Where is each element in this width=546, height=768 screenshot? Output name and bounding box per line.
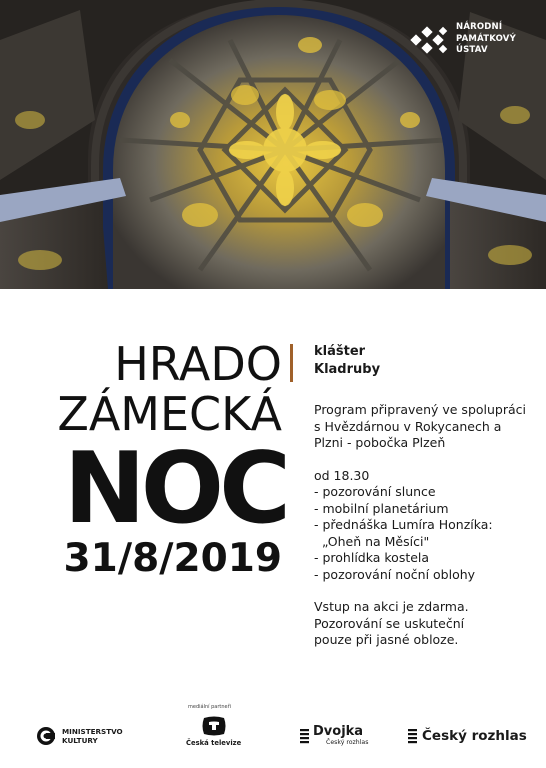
npu-line-3: ÚSTAV: [456, 45, 488, 55]
dvojka-logo: [300, 725, 368, 747]
ceska-televize-logo: [186, 716, 241, 747]
partner-logos: [0, 690, 546, 768]
venue-accent-bar: [290, 344, 293, 382]
program-item: „Oheň na Měsíci": [314, 533, 430, 549]
program-item: - pozorování slunce: [314, 484, 436, 499]
ministerstvo-line-1: MINISTERSTVO: [62, 727, 123, 736]
program-intro: [314, 402, 539, 452]
note-line: Pozorování se uskuteční: [314, 615, 465, 631]
event-title: [0, 337, 286, 582]
cesky-rozhlas-name: Český rozhlas: [422, 728, 527, 744]
npu-logo-text: [456, 22, 516, 57]
venue: [314, 343, 380, 379]
program-time: od 18.30: [314, 467, 370, 483]
intro-line: Plzni - pobočka Plzeň: [314, 435, 446, 450]
ministerstvo-line-2: KULTURY: [62, 736, 98, 745]
program-item: - pozorování noční oblohy: [314, 566, 476, 582]
ministerstvo-kultury-icon: [36, 726, 56, 746]
cesky-rozhlas-logo: [408, 728, 527, 744]
ministerstvo-kultury-logo: [36, 726, 123, 746]
note-line: Vstup na akci je zdarma.: [314, 599, 469, 614]
intro-line: Program připravený ve spolupráci: [314, 402, 527, 417]
cro-bars-icon: [300, 728, 310, 744]
ceska-televize-text: Česká televize: [186, 739, 242, 747]
program-note: [314, 599, 539, 649]
venue-line-1: klášter: [314, 344, 366, 359]
dvojka-sub: Český rozhlas: [326, 739, 369, 746]
npu-logo: [408, 22, 538, 62]
title-line-1: HRADO: [114, 337, 282, 391]
cro-bars-icon: [408, 728, 418, 744]
venue-line-2: Kladruby: [314, 362, 381, 377]
intro-line: s Hvězdárnou v Rokycanech a: [314, 418, 502, 434]
title-line-2: ZÁMECKÁ: [57, 387, 282, 441]
ceska-televize-icon: [202, 716, 226, 736]
dvojka-name: Dvojka: [313, 724, 364, 739]
npu-line-2: PAMÁTKOVÝ: [456, 33, 516, 44]
program-item: - prohlídka kostela: [314, 550, 430, 565]
program-item: - přednáška Lumíra Honzíka:: [314, 517, 493, 532]
event-date: 31/8/2019: [63, 536, 282, 581]
program-info: [314, 402, 539, 665]
title-line-3: NOC: [63, 432, 286, 546]
npu-line-1: NÁRODNÍ: [456, 22, 503, 32]
program-item: - mobilní planetárium: [314, 500, 449, 516]
npu-logo-icon: [408, 24, 452, 58]
header-photo: [0, 0, 546, 289]
note-line: pouze při jasné obloze.: [314, 632, 459, 647]
media-partners-label: mediální partneři: [188, 704, 232, 710]
program-list: [314, 468, 539, 584]
